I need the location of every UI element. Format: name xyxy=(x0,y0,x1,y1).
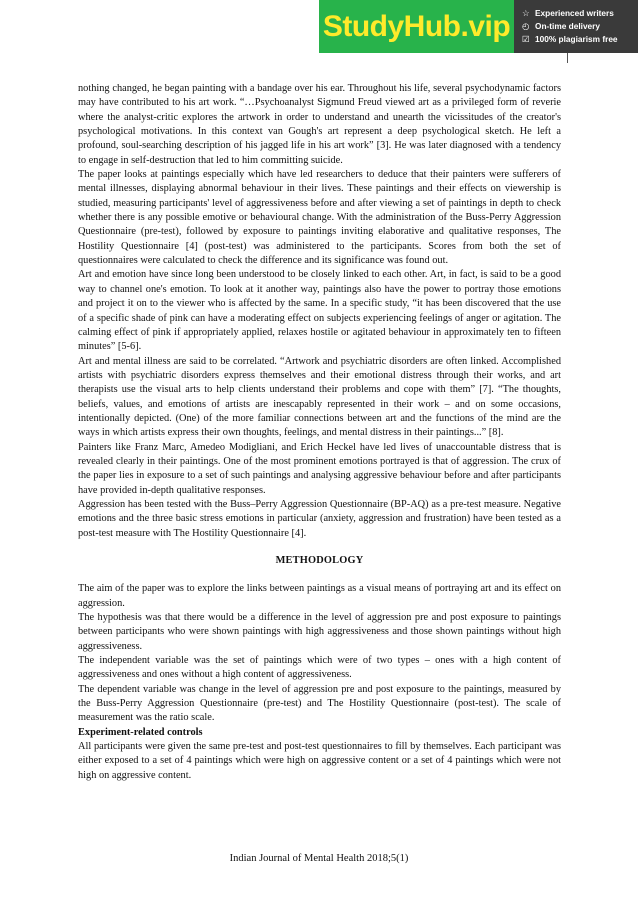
badge-experienced-writers xyxy=(522,7,638,20)
clock-icon: ◴ xyxy=(522,21,530,31)
studyhub-logo[interactable]: StudyHub.vip xyxy=(319,0,514,53)
body-paragraph: Art and mental illness are said to be correlated. “Artwork and psychiatric disorders are often linked. Accomplished artists with psychiatric disorders express themselves and their emotional distress through their works, and art therapists use the visual arts to help clients understand their problems and cope with them” [7]. “The thoughts, beliefs, values, and emotions of artists are inescapably represented in their work – and on some occasions, intentionally depicted. (One) of the more familiar connections between art and the functions of the mind are the ways in which artists express their own thoughts, feelings, and mental distress in their paintings...” [8]. xyxy=(78,355,561,439)
badge-on-time-delivery xyxy=(522,20,638,33)
check-doc-icon: ☑ xyxy=(522,34,530,44)
body-paragraph: The paper looks at paintings especially which have led researchers to deduce that their painters were sufferers of mental illnesses, displaying abnormal behaviour in their lives. These paintings and their effects on viewership is studied, measuring participants' level of aggressiveness before and after viewing a set of paintings in depth to check whether there is any possible emotive or behavioural change. With the administration of the Buss-Perry Aggression Questionnaire (pre-test), followed by exposure to paintings inviting elaborative and qualitative responses, The Hostility Questionnaire [4] (post-test) was administered to the participants. Scores from both the set of questionnaires were calculated to check the difference and its significance was found out. xyxy=(78,169,561,267)
body-paragraph: nothing changed, he began painting with a bandage over his ear. Throughout his life, several psychodynamic factors may have contributed to his art work. “…Psychoanalyst Sigmund Freud viewed art as a privileged form of reverie where the analyst-critic explores the artwork in order to understand and unearth the vicissitudes of the creator's psychological motivations. In this context van Gough's art represent a deep psychological sketch. He left a profound, soul-searching description of his jagged life in his art work” [3]. He was later diagnosed with a tendency to engage in self-destruction that led to him committing suicide. xyxy=(78,83,561,166)
section-heading: METHODOLOGY xyxy=(275,555,364,566)
feature-badges xyxy=(514,7,638,46)
method-paragraph: The hypothesis was that there would be a difference in the level of aggression pre and post exposure to paintings between participants who were shown paintings with high aggressiveness and those shown paintings without high aggressiveness. xyxy=(78,612,561,652)
method-paragraph: The independent variable was the set of paintings which were of two types – ones with a high content of aggressiveness and ones without a high content of aggressiveness. xyxy=(78,655,561,681)
badge-text: Experienced writers xyxy=(535,8,614,18)
divider-line xyxy=(567,53,568,63)
promo-banner[interactable] xyxy=(319,0,638,53)
badge-text: On-time delivery xyxy=(535,21,601,31)
body-paragraph: Art and emotion have since long been understood to be closely linked to each other. Art, in fact, is said to be a good way to channel one's emotion. To look at it another way, paintings also have the power to portray those emotions and project it on to the viewer who is affected by the same. In a specific study, “it has been discovered that the use of a specific shade of pink can have a moderating effect on subjects experiencing feelings of anger or agitation. The calming effect of pink if appropriately applied, relaxes hostile or agitated behaviour in approximately ten to fifteen minutes” [5-6]. xyxy=(78,269,561,353)
star-icon: ☆ xyxy=(522,8,530,18)
badge-text: 100% plagiarism free xyxy=(535,34,618,44)
method-paragraph: The dependent variable was change in the level of aggression pre and post exposure to the paintings, measured by the Buss-Perry Aggression Questionnaire (pre-test) and The Hostility Questionnaire (post-test). The scale of measurement was the ratio scale. xyxy=(78,683,561,724)
control-paragraph: All participants were given the same pre-test and post-test questionnaires to fill by themselves. Each participant was either exposed to a set of 4 paintings which were high on aggressive content or a set of 4 paintings which were not high on aggressive content. xyxy=(78,741,561,781)
body-paragraph: Aggression has been tested with the Buss–Perry Aggression Questionnaire (BP-AQ) as a pre-test measure. Negative emotions and the three basic stress emotions in particular (anxiety, aggression and frustration) have been tested as a post-test measure with The Hostility Questionnaire [4]. xyxy=(78,498,561,539)
subsection-heading: Experiment-related controls xyxy=(78,726,203,738)
badge-plagiarism-free xyxy=(522,33,638,46)
journal-footer: Indian Journal of Mental Health 2018;5(1) xyxy=(229,853,409,864)
method-paragraph: The aim of the paper was to explore the links between paintings as a visual means of portraying art and its effect on aggression. xyxy=(78,583,561,609)
body-paragraph: Painters like Franz Marc, Amedeo Modigliani, and Erich Heckel have led lives of unaccountable distress that is revealed clearly in their paintings. One of the most prominent emotions portrayed is that of aggression. The crux of the paper lies in exposure to a set of such paintings and analysing aggressive behaviour before and after participants have provided in-depth qualitative responses. xyxy=(78,441,561,496)
article-body xyxy=(78,82,561,783)
